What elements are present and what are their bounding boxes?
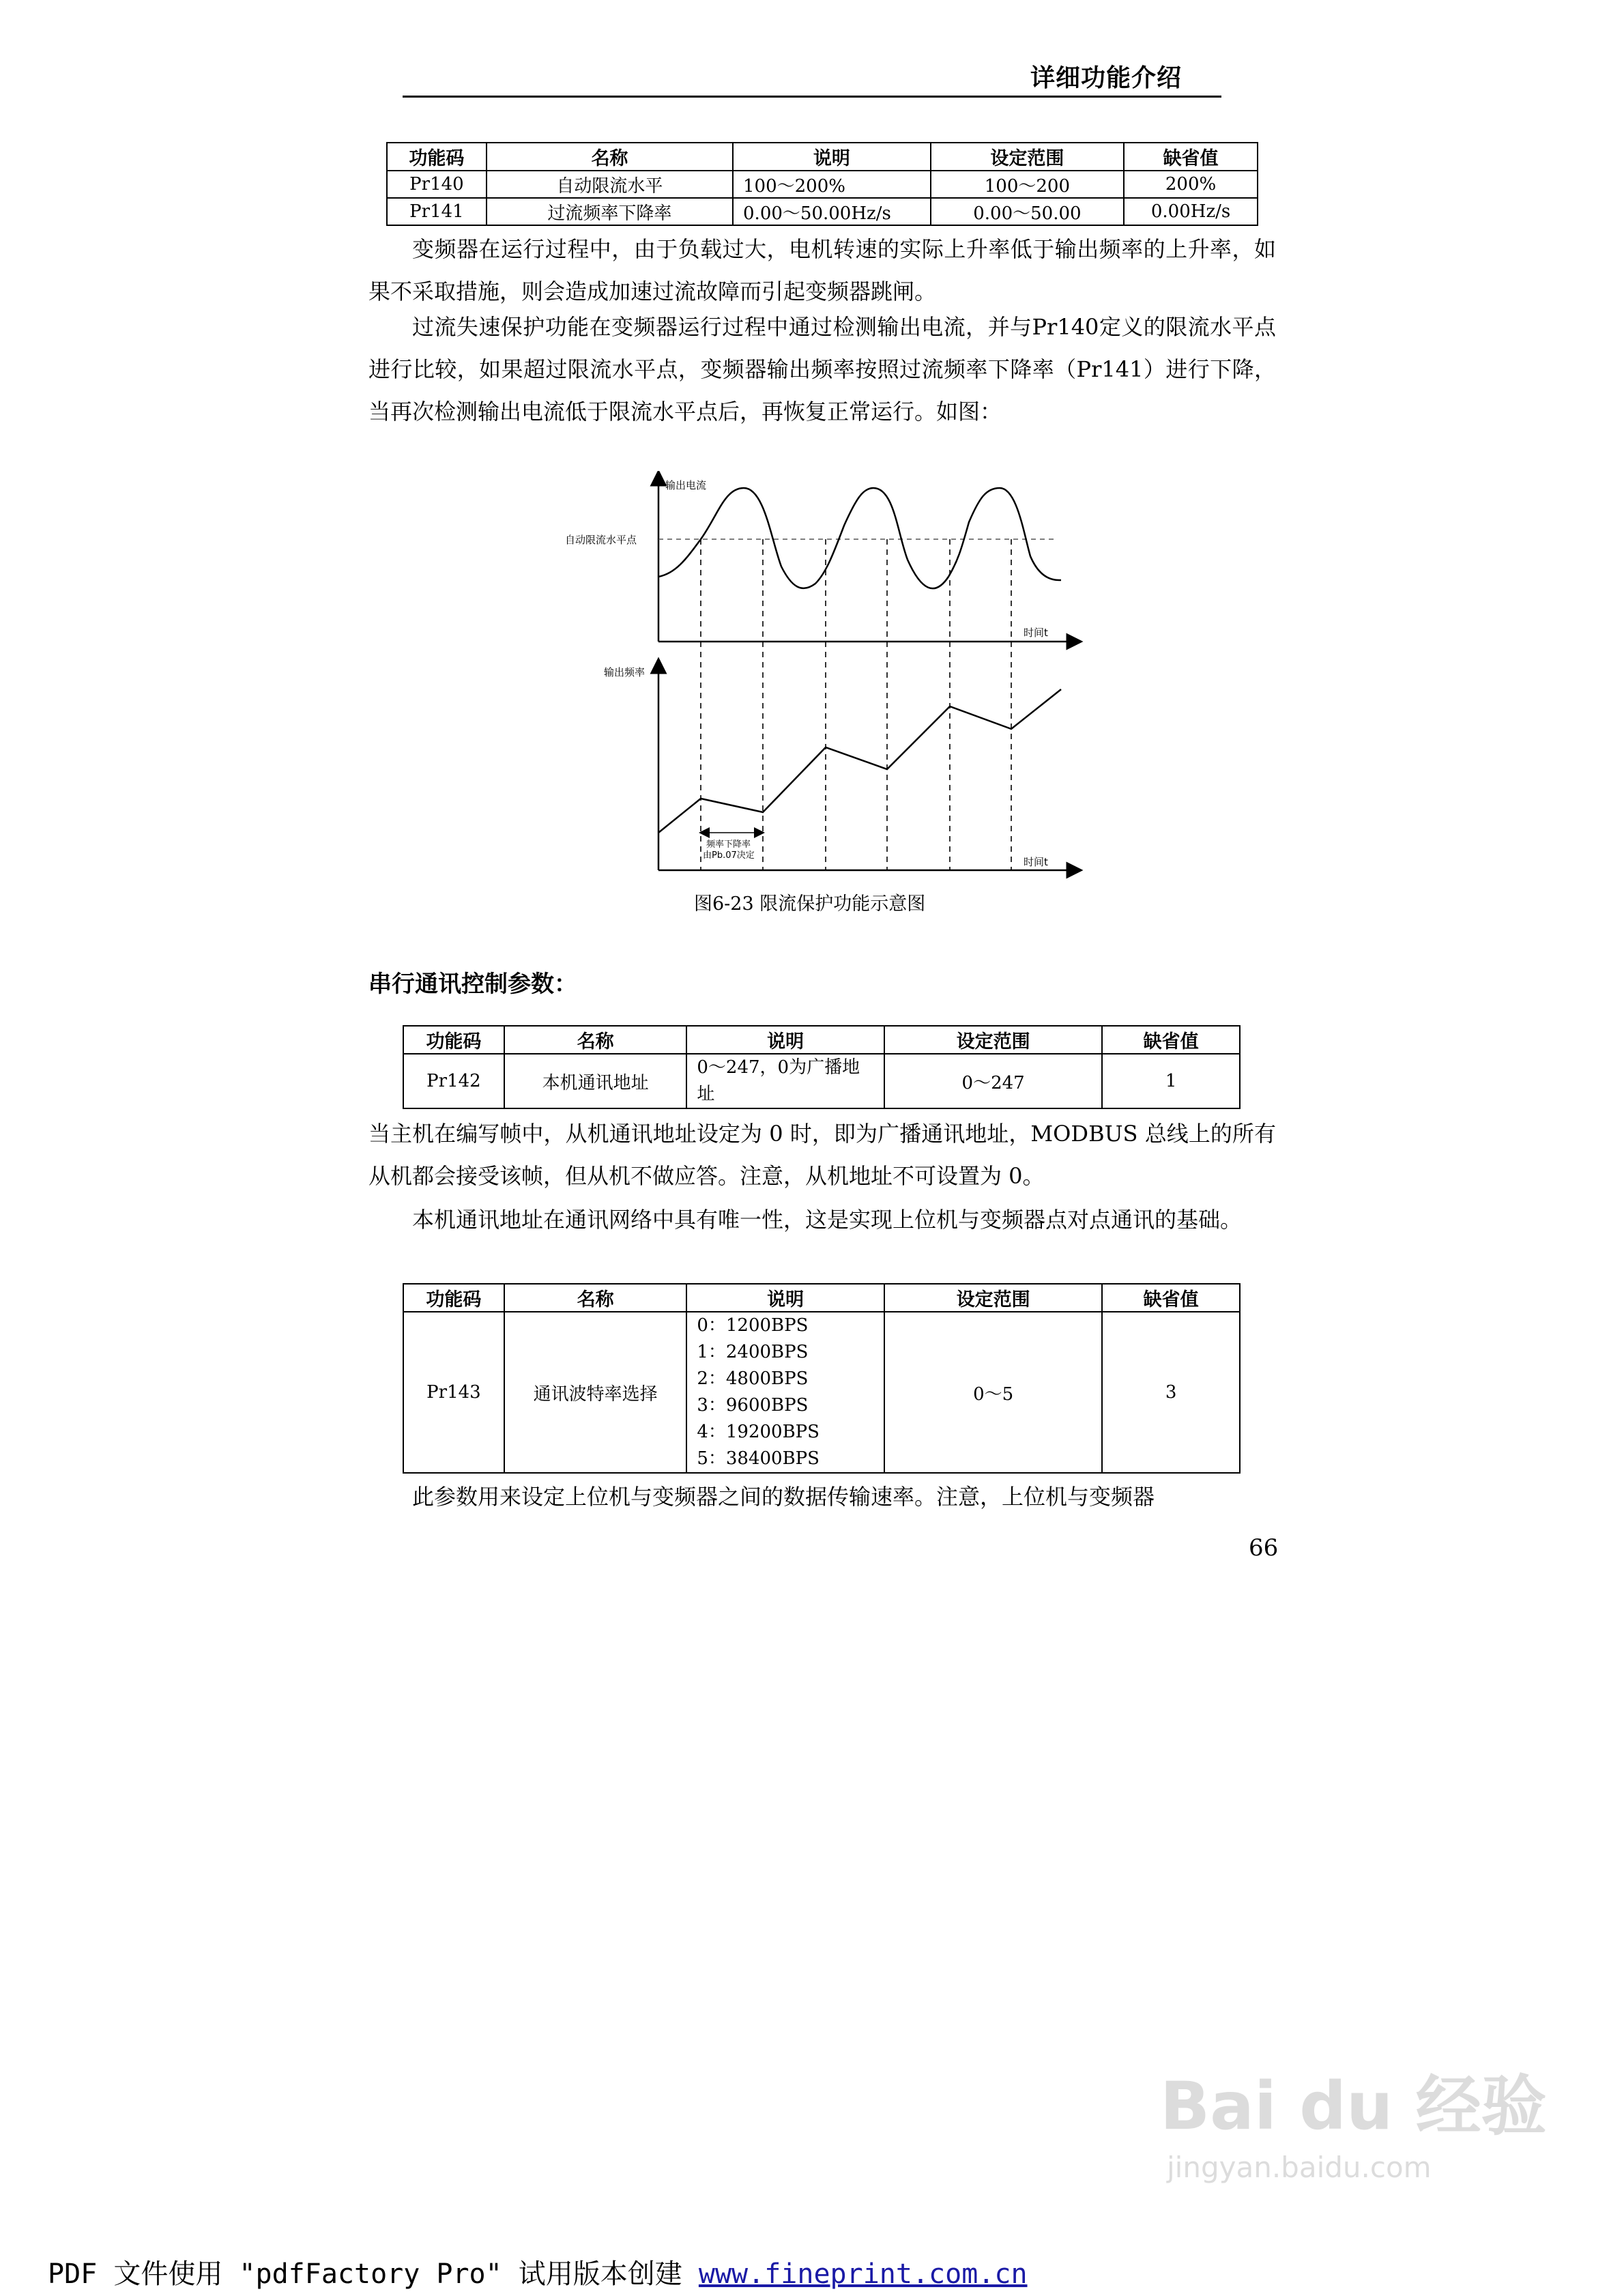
header-cell: 设定范围: [884, 1284, 1102, 1312]
current-limit-figure: [546, 471, 1092, 880]
baud-option: 1：2400BPS: [697, 1342, 809, 1362]
pdf-footer: [48, 2252, 1028, 2291]
paragraph-2: 过流失速保护功能在变频器运行过程中通过检测输出电流，并与Pr140定义的限流水平点进行比较，如果超过限流水平点，变频器输出频率按照过流频率下降率（Pr141）进行下降，当再次检测输出电流低于限流水平点后，再恢复正常运行。如图：: [368, 314, 1276, 425]
baud-option: 5：38400BPS: [697, 1448, 820, 1469]
cell-code: Pr141: [387, 198, 487, 225]
table-row: [387, 198, 1258, 225]
table-header-row: [403, 1284, 1240, 1312]
desc-line: 0～247，0为广播地: [697, 1057, 860, 1078]
footer-link[interactable]: www.fineprint.com.cn: [698, 2258, 1028, 2290]
header-cell: 说明: [686, 1284, 884, 1312]
output-current-curve: [658, 488, 1061, 588]
paragraph-4: 本机通讯地址在通讯网络中具有唯一性，这是实现上位机与变频器点对点通讯的基础。: [412, 1207, 1243, 1233]
header-cell: 名称: [487, 143, 733, 171]
bottom-x-axis-label: 时间t: [1024, 856, 1048, 868]
desc-line: 址: [697, 1084, 715, 1104]
output-frequency-curve: [658, 689, 1061, 833]
footer-text: PDF 文件使用 "pdfFactory Pro" 试用版本创建: [48, 2258, 699, 2290]
cell-desc: [686, 1054, 884, 1108]
annotation-line-2: 由Pb.07决定: [703, 850, 755, 861]
header-cell: 名称: [504, 1284, 686, 1312]
header-cell: 设定范围: [884, 1026, 1102, 1054]
bottom-y-axis-label: 输出频率: [604, 666, 646, 678]
limit-level-label: 自动限流水平点: [565, 534, 637, 546]
param-table-pr142: [403, 1025, 1241, 1109]
header-cell: 说明: [686, 1026, 884, 1054]
header-cell: 名称: [504, 1026, 686, 1054]
table-header-row: [387, 143, 1258, 171]
cell-range: 100～200: [931, 171, 1124, 198]
header-cell: 说明: [733, 143, 931, 171]
header-cell: 缺省值: [1124, 143, 1258, 171]
page-header-title: 详细功能介绍: [1030, 64, 1183, 92]
section-title: 串行通讯控制参数：: [368, 971, 577, 998]
baud-option: 2：4800BPS: [697, 1368, 809, 1389]
paragraph-1: 变频器在运行过程中，由于负载过大，电机转速的实际上升率低于输出频率的上升率，如果不采取措施，则会造成加速过流故障而引起变频器跳闸。: [368, 236, 1276, 304]
cell-name: 通讯波特率选择: [504, 1312, 686, 1473]
table-header-row: [403, 1026, 1240, 1054]
cell-name: 自动限流水平: [487, 171, 733, 198]
top-x-axis-label: 时间t: [1024, 627, 1048, 639]
paragraph-5: 此参数用来设定上位机与变频器之间的数据传输速率。注意，上位机与变频器: [412, 1484, 1155, 1510]
cell-name: 过流频率下降率: [487, 198, 733, 225]
baud-option: 3：9600BPS: [697, 1395, 809, 1416]
paragraph-3: 当主机在编写帧中，从机通讯地址设定为 0 时，即为广播通讯地址，MODBUS 总线上的所有从机都会接受该帧，但从机不做应答。注意，从机地址不可设置为 0。: [368, 1121, 1276, 1189]
cell-code: Pr143: [403, 1312, 504, 1473]
cell-desc: 100～200%: [733, 171, 931, 198]
watermark-sub: jingyan.baidu.com: [1167, 2151, 1432, 2184]
baud-option: 0：1200BPS: [697, 1315, 809, 1336]
cell-name: 本机通讯地址: [504, 1054, 686, 1108]
cell-default: 1: [1102, 1054, 1240, 1108]
annotation-line-1: 频率下降率: [706, 840, 751, 850]
header-rule: [403, 96, 1221, 98]
table-row: [403, 1312, 1240, 1473]
header-cell: 缺省值: [1102, 1284, 1240, 1312]
table-row: [387, 171, 1258, 198]
cell-range: 0～247: [884, 1054, 1102, 1108]
cell-default: 200%: [1124, 171, 1258, 198]
cell-desc: [686, 1312, 884, 1473]
baidu-watermark: [1160, 2054, 1547, 2184]
header-cell: 缺省值: [1102, 1026, 1240, 1054]
header-cell: 功能码: [387, 143, 487, 171]
page-number: 66: [1249, 1534, 1279, 1562]
table-row: [403, 1054, 1240, 1108]
cell-desc: 0.00～50.00Hz/s: [733, 198, 931, 225]
cell-code: Pr142: [403, 1054, 504, 1108]
baud-option: 4：19200BPS: [697, 1422, 820, 1442]
cell-code: Pr140: [387, 171, 487, 198]
param-table-pr140-141: [386, 142, 1258, 226]
top-y-axis-label: 输出电流: [665, 479, 707, 491]
header-cell: 功能码: [403, 1026, 504, 1054]
param-table-pr143: [403, 1283, 1241, 1474]
cell-range: 0.00～50.00: [931, 198, 1124, 225]
cell-default: 0.00Hz/s: [1124, 198, 1258, 225]
header-cell: 功能码: [403, 1284, 504, 1312]
header-cell: 设定范围: [931, 143, 1124, 171]
transition-markers: [701, 539, 1011, 870]
cell-range: 0～5: [884, 1312, 1102, 1473]
watermark-main: Bai du 经验: [1160, 2068, 1547, 2144]
figure-caption: 图6-23 限流保护功能示意图: [694, 893, 926, 915]
cell-default: 3: [1102, 1312, 1240, 1473]
